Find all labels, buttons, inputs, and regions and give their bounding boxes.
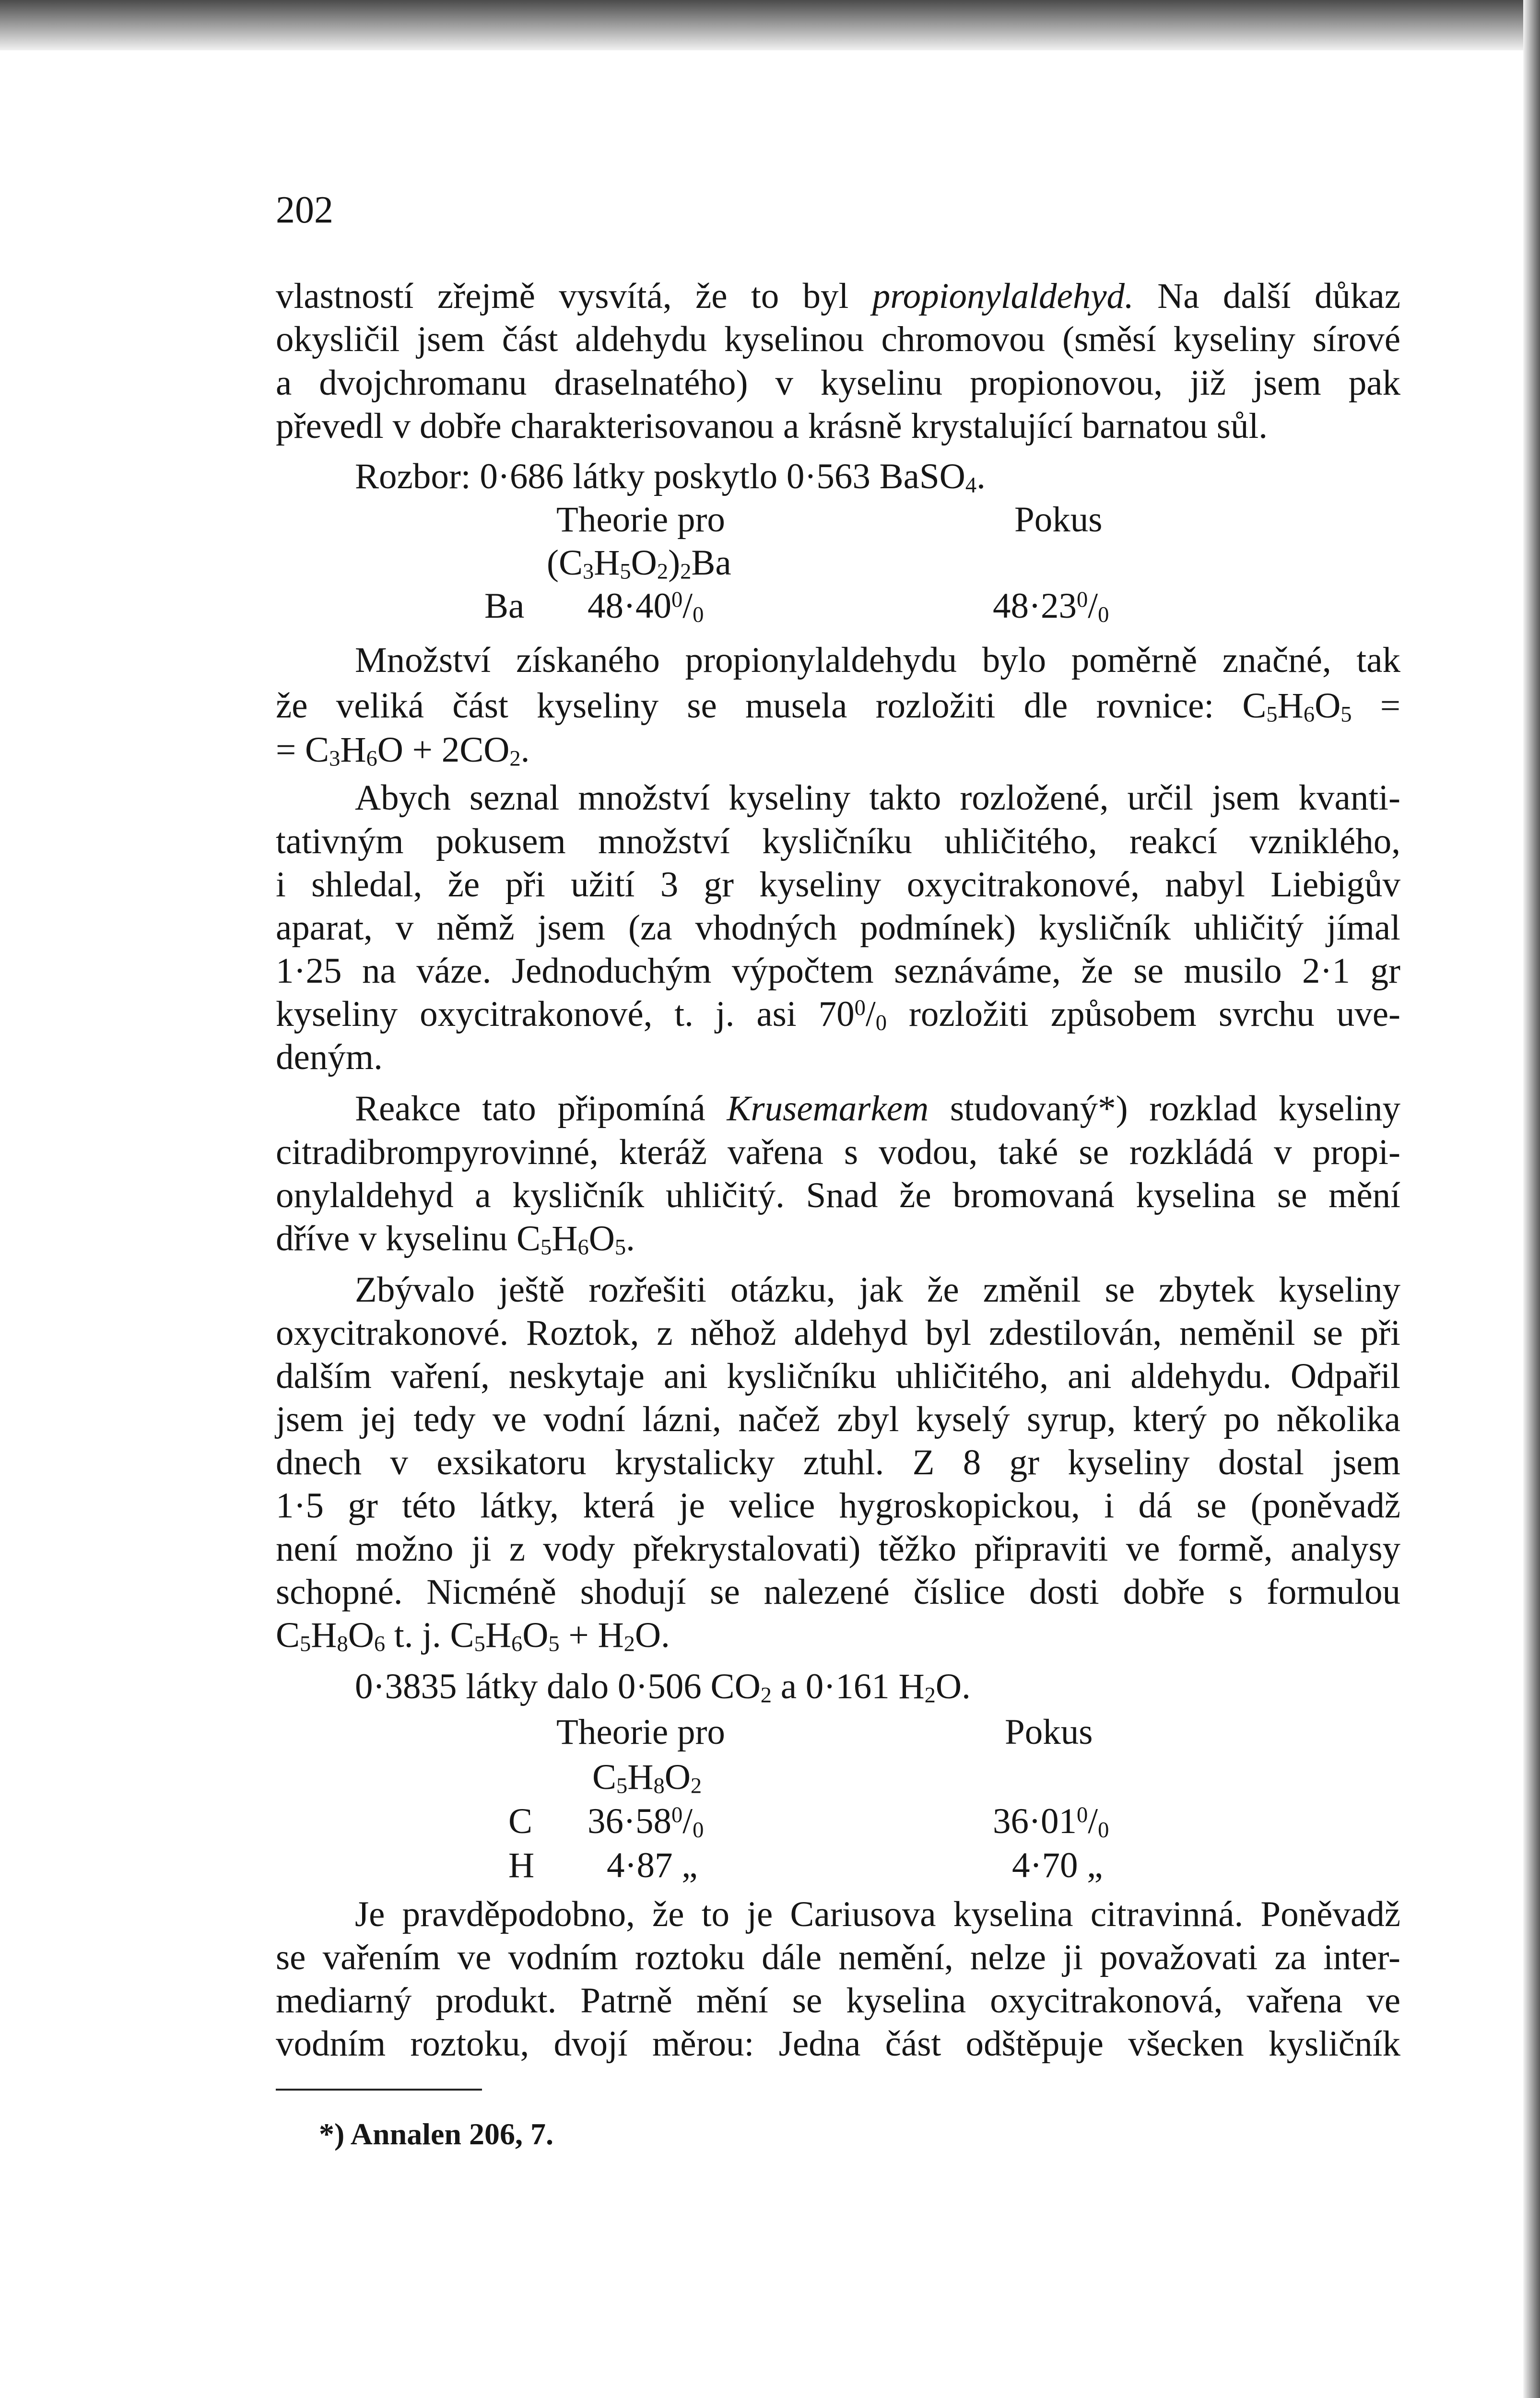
pokus-value: 4·70 „ <box>1012 1846 1103 1885</box>
text-line: převedl v dobře charakterisovanou a krásně krystalující barnatou sůl. <box>276 406 1268 446</box>
scan-top-border <box>0 0 1540 50</box>
text-line: aparat, v němž jsem (za vhodných podmínek) kysličník uhličitý jímal <box>276 908 1400 948</box>
text-line: deným. <box>276 1037 383 1077</box>
text-line: Reakce tato připomíná Krusemarkem studovaný*) rozklad kyseliny <box>355 1089 1400 1128</box>
pokus-value: $48\cdot 23^0/_0$ <box>993 586 1109 627</box>
theory-value: $36\cdot 58^0/_0$ <box>588 1801 704 1843</box>
text-line: 1·25 na váze. Jednoduchým výpočtem seznáváme, že se musilo 2·1 gr <box>276 951 1400 991</box>
text-line: schopné. Nicméně shodují se nalezené číslice dosti dobře s formulou <box>276 1572 1400 1612</box>
text-line: i shledal, že při užití 3 gr kyseliny oxycitrakonové, nabyl Liebigův <box>276 865 1400 905</box>
pokus-header: Pokus <box>1014 500 1103 540</box>
theory-header: Theorie pro <box>556 500 725 540</box>
theory-value: 4·87 „ <box>607 1846 698 1885</box>
text-line: oxycitrakonové. Roztok, z něhož aldehyd byl zdestilován, neměnil se při <box>276 1313 1400 1353</box>
text-line: Je pravděpodobno, že to je Cariusova kyselina citravinná. Poněvadž <box>355 1894 1400 1934</box>
pokus-value: $36\cdot 01^0/_0$ <box>993 1801 1109 1843</box>
analysis-line: 0·3835 látky dalo 0·506 $CO_2$ a 0·161 $H_2O$. <box>355 1667 971 1708</box>
formula: $(C_3H_5O_2)_2Ba$ <box>547 543 731 584</box>
text-line: okysličil jsem část aldehydu kyselinou chromovou (směsí kyseliny sírové <box>276 319 1400 359</box>
text-line: dalším vaření, neskytaje ani kysličníku uhličitého, ani aldehydu. Odpařil <box>276 1356 1400 1396</box>
text-line: Množství získaného propionylaldehydu bylo poměrně značné, tak <box>355 640 1400 680</box>
text-line: citradibrompyrovinné, kteráž vařena s vodou, také se rozkládá v propi- <box>276 1132 1400 1172</box>
footnote-rule <box>276 2089 482 2091</box>
pokus-header: Pokus <box>1005 1712 1093 1752</box>
text-line: se vařením ve vodním roztoku dále nemění, nelze ji považovati za inter- <box>276 1938 1400 1977</box>
footnote: *) Annalen 206, 7. <box>319 2117 553 2151</box>
text-line: tativným pokusem množství kysličníku uhličitého, reakcí vzniklého, <box>276 822 1400 861</box>
text-line: kyseliny oxycitrakonové, t. j. asi $70^0/_0$ rozložiti způsobem svrchu uve- <box>276 994 1400 1035</box>
text-line: dnech v exsikatoru krystalicky ztuhl. Z 8 gr kyseliny dostal jsem <box>276 1443 1400 1482</box>
text-line: vlastností zřejmě vysvítá, že to byl propionylaldehyd. Na další důkaz <box>276 276 1400 316</box>
text-line: Abych seznal množství kyseliny takto rozložené, určil jsem kvanti- <box>355 778 1400 818</box>
row-label: H <box>508 1846 535 1885</box>
scan-right-edge <box>1523 0 1540 2398</box>
text-line: $C_5H_8O_6$ t. j. $C_5H_6O_5 + H_2O$. <box>276 1615 670 1657</box>
text-line: a dvojchromanu draselnatého) v kyselinu propionovou, již jsem pak <box>276 363 1400 403</box>
text-line: dříve v kyselinu $C_5H_6O_5$. <box>276 1219 635 1260</box>
text-line: Zbývalo ještě rozřešiti otázku, jak že změnil se zbytek kyseliny <box>355 1270 1400 1310</box>
page-number: 202 <box>276 189 333 231</box>
theory-value: $48\cdot 40^0/_0$ <box>588 586 704 627</box>
text-line: onylaldehyd a kysličník uhličitý. Snad že bromovaná kyselina se mění <box>276 1175 1400 1215</box>
text-line: není možno ji z vody překrystalovati) těžko připraviti ve formě, analysy <box>276 1529 1400 1569</box>
text-line: vodním roztoku, dvojí měrou: Jedna část odštěpuje všecken kysličník <box>276 2024 1400 2064</box>
row-label: C <box>508 1801 533 1841</box>
text-line: 1·5 gr této látky, která je velice hygroskopickou, i dá se (poněvadž <box>276 1486 1400 1526</box>
text-line: mediarný produkt. Patrně mění se kyselina oxycitrakonová, vařena ve <box>276 1981 1400 2021</box>
row-label: Ba <box>484 586 525 626</box>
text-line: že veliká část kyseliny se musela rozložiti dle rovnice: $C_5H_6O_5$ = <box>276 686 1400 727</box>
text-line: jsem jej tedy ve vodní lázni, načež zbyl kyselý syrup, který po několika <box>276 1399 1400 1439</box>
theory-header: Theorie pro <box>556 1712 725 1752</box>
analysis-line: Rozbor: 0·686 látky poskytlo 0·563 BaSO$_4$. <box>355 457 986 498</box>
formula: $C_5H_8O_2$ <box>592 1757 702 1798</box>
text-line: = $C_3H_6O + 2CO_2$. <box>276 730 530 771</box>
